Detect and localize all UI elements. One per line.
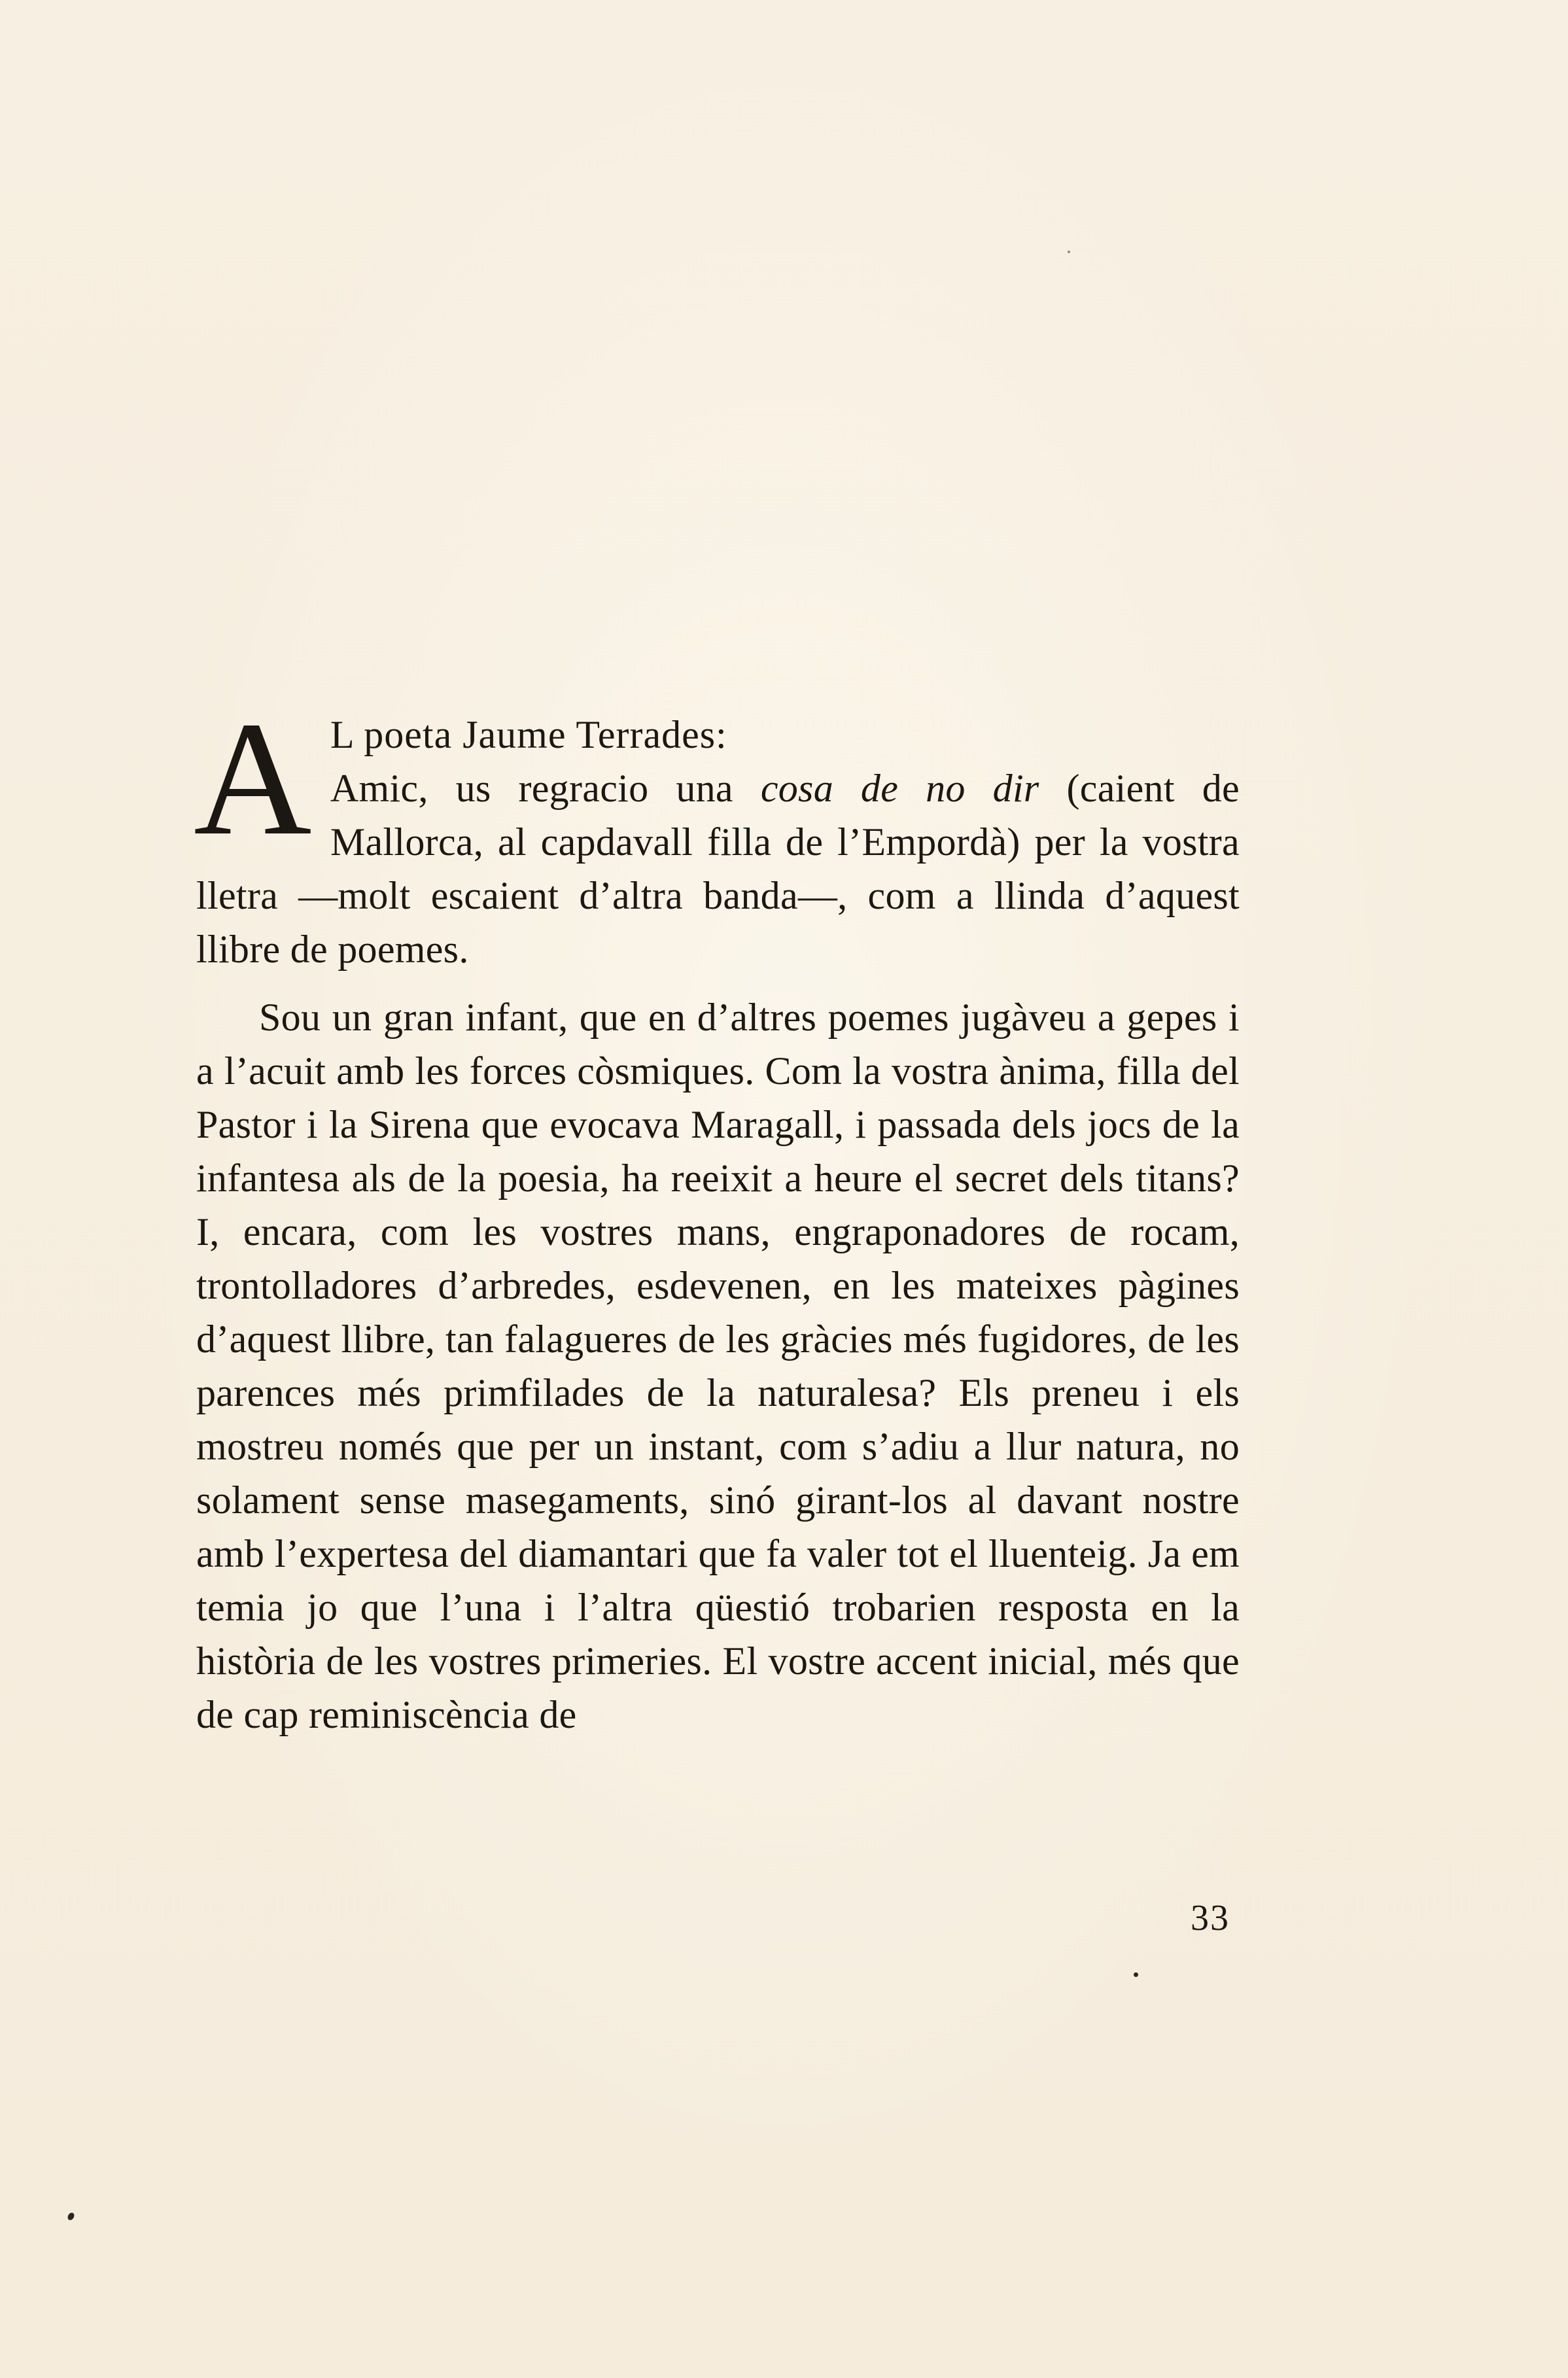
drop-cap: A [194, 688, 312, 869]
letter-text [194, 688, 1240, 1741]
paragraph-2 [196, 990, 1240, 1741]
ink-speck [1068, 251, 1070, 253]
ink-speck [1134, 1972, 1138, 1977]
page-number: 33 [1191, 1898, 1230, 1938]
salutation: L poeta Jaume Terrades: [330, 713, 727, 756]
ink-speck [67, 2212, 76, 2222]
paragraph-2-text: Sou un gran infant, que en d’altres poemes jugàveu a gepes i a l’acuit amb les forces còsmiques. Com la vostra ànima, filla del Pastor i la Sirena que evocava Maragall, i passada dels jocs de la infantesa als de la poesia, ha reeixit a heure el secret dels titans? I, encara, com les vostres mans, engraponadores de rocam, trontolladores d’arbredes, esdevenen, en les mateixes pàgines d’aquest llibre, tan falagueres de les gràcies més fugidores, de les parences més primfilades de la naturalesa? Els preneu i els mostreu només que per un instant, com s’adiu a llur natura, no solament sense masegaments, sinó girant-los al davant nostre amb l’expertesa del diamantari que fa valer tot el lluenteig. Ja em temia jo que l’una i l’altra qüestió trobarien resposta en la història de les vostres primeries. El vostre accent inicial, més que de cap reminiscència de [196, 996, 1240, 1736]
salutation-paragraph [194, 688, 1240, 976]
paragraph-1-end: (caient de Mallorca, al capdavall filla de l’Empordà) per la vostra lletra —molt escaient d’altra banda—, com a llinda d’aquest llibre de poemes. [196, 767, 1240, 971]
italic-phrase: cosa de no dir [760, 767, 1039, 810]
paragraph-1-start: Amic, us regracio una [330, 767, 761, 810]
